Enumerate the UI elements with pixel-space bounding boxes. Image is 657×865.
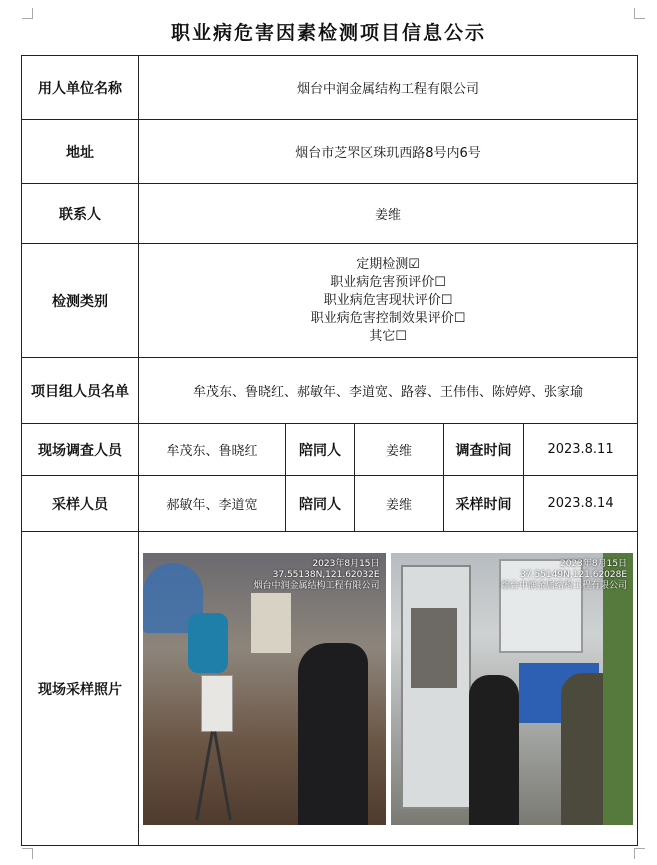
detection-type-label: 检测类别 [22, 244, 139, 358]
sampling-accomp: 姜维 [355, 476, 444, 532]
info-table [21, 55, 638, 846]
survey-time: 2023.8.11 [524, 424, 638, 476]
option-control-effect-evaluation: 职业病危害控制效果评价☐ [310, 310, 466, 326]
contact-label: 联系人 [22, 184, 139, 244]
sampling-photo-workshop [143, 553, 386, 825]
detection-type-row [22, 244, 638, 358]
photo-strip [139, 553, 637, 825]
photo-timestamp: 2023年8月15日 37.55149N,121.62028E 烟台中润金属结构工程有限公司 [501, 558, 628, 591]
address-label: 地址 [22, 120, 139, 184]
sampling-row [22, 476, 638, 532]
sampling-time: 2023.8.14 [524, 476, 638, 532]
sampling-people: 郝敏年、李道宽 [139, 476, 286, 532]
photo-row [22, 532, 638, 846]
sampling-time-label: 采样时间 [444, 476, 524, 532]
survey-label: 现场调查人员 [22, 424, 139, 476]
option-pre-evaluation: 职业病危害预评价☐ [330, 274, 446, 290]
page-corner-mark [634, 848, 645, 859]
document-title: 职业病危害因素检测项目信息公示 [170, 22, 486, 44]
team-value: 牟茂东、鲁晓红、郝敏年、李道宽、路蓉、王伟伟、陈婷婷、张家瑜 [139, 358, 638, 424]
photo-label: 现场采样照片 [22, 532, 139, 846]
survey-row [22, 424, 638, 476]
employer-value: 烟台中润金属结构工程有限公司 [139, 56, 638, 120]
option-other: 其它☐ [369, 328, 407, 344]
employer-row [22, 56, 638, 120]
contact-row [22, 184, 638, 244]
sampling-label: 采样人员 [22, 476, 139, 532]
survey-accomp-label: 陪同人 [286, 424, 355, 476]
option-status-evaluation: 职业病危害现状评价☐ [323, 292, 453, 308]
employer-label: 用人单位名称 [22, 56, 139, 120]
sampling-photo-entrance [391, 553, 634, 825]
photo-cell [139, 532, 638, 846]
photo-timestamp: 2023年8月15日 37.55138N,121.62032E 烟台中润金属结构工程有限公司 [253, 558, 380, 591]
survey-time-label: 调查时间 [444, 424, 524, 476]
detection-type-options [139, 244, 638, 358]
option-periodic: 定期检测☑ [356, 256, 420, 272]
page-corner-mark [22, 848, 33, 859]
survey-people: 牟茂东、鲁晓红 [139, 424, 286, 476]
survey-accomp: 姜维 [355, 424, 444, 476]
address-value: 烟台市芝罘区珠玑西路8号内6号 [139, 120, 638, 184]
address-row [22, 120, 638, 184]
team-row [22, 358, 638, 424]
team-label: 项目组人员名单 [22, 358, 139, 424]
sampling-accomp-label: 陪同人 [286, 476, 355, 532]
contact-value: 姜维 [139, 184, 638, 244]
